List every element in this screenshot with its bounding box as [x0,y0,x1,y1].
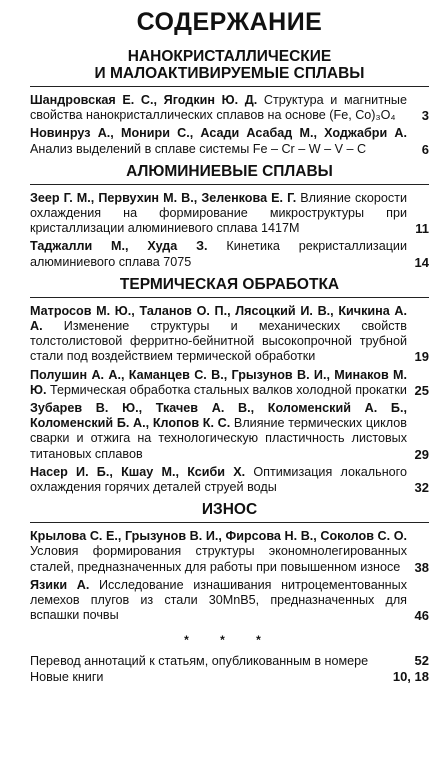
entry-title: Кинетика рекристаллизации алюминиевого сплава 7075 [30,239,407,269]
toc-entry[interactable] [30,529,429,575]
toc-entry[interactable] [30,191,429,237]
entry-page: 29 [414,446,429,462]
entry-page: 14 [414,254,429,270]
toc-entry[interactable] [30,578,429,624]
entry-title: Оптимизация локального охлаждения горячих деталей струей воды [30,464,407,495]
toc-entry[interactable] [30,465,429,495]
toc-entry[interactable] [30,401,429,462]
entry-page: 19 [414,349,429,365]
entry-page: 46 [414,608,429,624]
misc-title: Новые книги [30,670,104,685]
divider [30,86,429,87]
entry-authors: Зеер Г. М., Первухин М. В., Зеленкова Е. Г. [30,190,297,205]
section-heat-treatment [30,276,429,495]
entry-authors: Зубарев В. Ю., Ткачев А. В., Коломенский А. Б., Коломенский Б. А., Клопов К. С. [30,401,407,431]
entry-title: Исследование изнашивания нитроцементованных лемехов плугов из стали 30MnB5, предназначенных для вспашки почвы [30,577,407,623]
section-title: АЛЮМИНИЕВЫЕ СПЛАВЫ [126,162,333,180]
entry-title: Условия формирования структуры экономнолегированных сталей, предназначенных для работы при повышенном износе [30,544,407,574]
entry-authors: Шандровская Е. С., Ягодкин Ю. Д. [30,93,258,107]
entry-page: 6 [421,141,429,157]
misc-page: 10, 18 [392,669,429,685]
page-title: СОДЕРЖАНИЕ [136,8,323,36]
toc-entry[interactable] [30,239,429,269]
entry-title: Анализ выделений в сплаве системы Fe – Cr – W – V – C [30,141,367,156]
misc-title: Перевод аннотаций к статьям, опубликованным в номере [30,654,369,669]
section-aluminum [30,163,429,270]
entry-authors: Таджалли М., Худа З. [30,239,208,254]
entry-title: Структура и магнитные свойства нанокристаллических сплавов на основе (Fe, Co)₃O₄ [30,93,407,123]
entry-authors: Крылова С. Е., Грызунов В. И., Фирсова Н. В., Соколов С. О. [30,529,407,544]
toc-misc-row[interactable] [30,653,429,669]
entry-page: 32 [414,480,429,496]
divider [30,297,429,298]
section-title: ИЗНОС [201,501,258,519]
section-title: НАНОКРИСТАЛЛИЧЕСКИЕ И МАЛОАКТИВИРУЕМЫЕ СПЛАВЫ [94,48,365,82]
entry-title: Термическая обработка стальных валков холодной прокатки [46,382,407,397]
entry-authors: Матросов М. Ю., Таланов О. П., Лясоцкий И. В., Кичкина А. А. [30,303,407,334]
entry-page: 11 [415,221,429,237]
entry-page: 38 [414,559,429,575]
entry-authors: Насер И. Б., Кшау М., Ксиби Х. [30,464,246,479]
entry-authors: Полушин А. А., Каманцев С. В., Грызунов В. И., Минаков М. Ю. [30,367,407,397]
section-nanocrystalline [30,48,429,157]
entry-title: Влияние термических циклов сварки и отжига на технологическую пластичность листовых титановых сплавов [30,416,407,461]
entry-title: Влияние скорости охлаждения на формирование микроструктуры при кристаллизации алюминиевого сплава 1417М [30,190,408,236]
section-title: ТЕРМИЧЕСКАЯ ОБРАБОТКА [119,275,340,293]
entry-page: 25 [414,382,429,398]
section-wear [30,501,429,623]
misc-page: 52 [414,653,429,669]
entry-page: 3 [421,108,429,124]
toc-entry[interactable] [30,93,429,123]
toc-misc-row[interactable] [30,669,429,685]
divider [30,522,429,523]
toc-entry[interactable] [30,304,429,365]
toc-entry[interactable] [30,368,429,398]
entry-authors: Язики А. [30,577,90,592]
toc-entry[interactable] [30,126,429,156]
entry-authors: Новинруз А., Монири С., Асади Асабад М., Ходжабри А. [30,126,407,141]
entry-title: Изменение структуры и механических свойств толстолистовой ферритно-бейнитной высокопрочной трубной стали под воздействием термической обработки [30,319,407,364]
section-separator-stars: * * * [184,633,275,648]
divider [30,184,429,185]
